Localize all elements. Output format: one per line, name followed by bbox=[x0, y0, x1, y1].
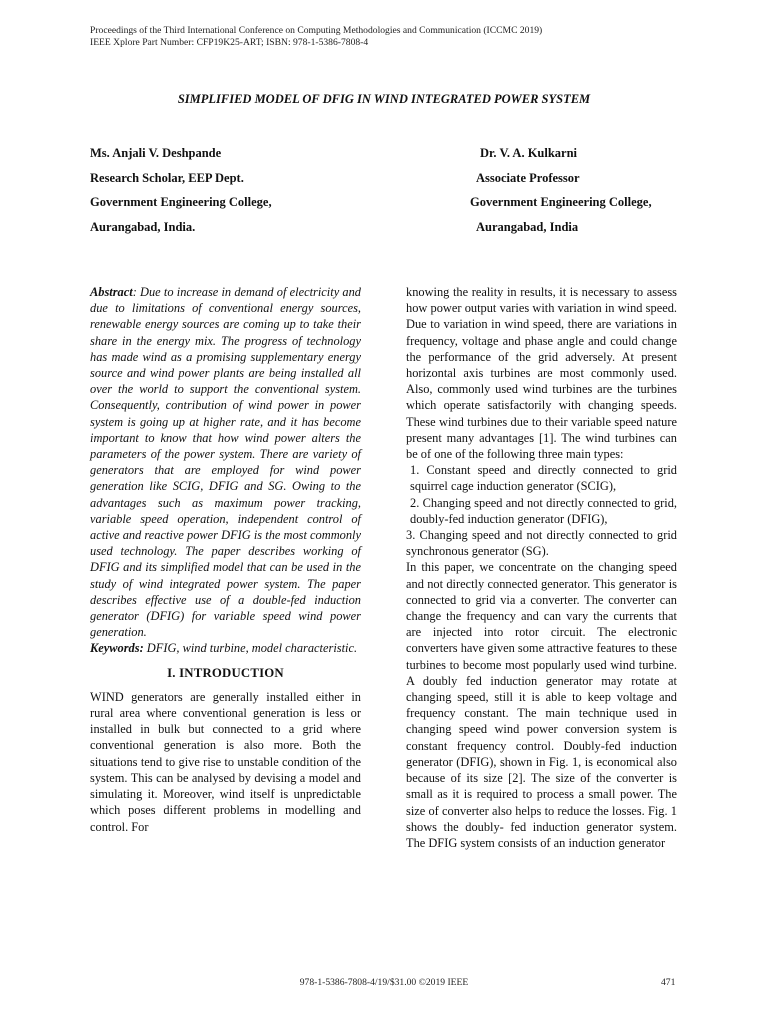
author-institution: Government Engineering College, bbox=[90, 195, 272, 209]
page-number: 471 bbox=[661, 977, 676, 988]
author-block-left bbox=[90, 141, 272, 239]
keywords-text: DFIG, wind turbine, model characteristic. bbox=[143, 641, 358, 656]
list-item: 1. Constant speed and directly connected to grid squirrel cage induction generator (SCIG), bbox=[410, 463, 677, 494]
author-position: Research Scholar, EEP Dept. bbox=[90, 170, 244, 185]
section-heading-introduction: I. INTRODUCTION bbox=[167, 665, 284, 680]
abstract-text: : Due to increase in demand of electricity and due to limitations of conventional energy sources, renewable energy sources are coming up to take their share in the energy mix. The progress of technology has made wind as a promising supplementary energy source and wind power plants are being installed all over the world to support the conventional system. Consequently, contribution of wind power in power system is going up at higher rate, and it has become important to know that how wind power alters the parameters of the power system. There are variety of generators that are employed for wind power generation like SCIG, DFIG and SG. Owing to the advantages such as maximum power tracking, variable speed operation, independent control of active and reactive power DFIG is the most commonly used technology. The paper describes working of DFIG and its simplified model that can be used in the study of wind integrated power system. The paper describes effective use of a double-fed induction generator (DFIG) for variable speed wind power generation. bbox=[90, 285, 361, 640]
keywords-label: Keywords: bbox=[90, 641, 144, 656]
author-block-right bbox=[470, 141, 652, 239]
intro-paragraph-1: WIND generators are generally installed either in rural area where conventional generation is less or installed in bulk but connected to a grid where conventional generation is also more. Both the situations tend to give rise to unstable condition of the system. This can be analysed by devising a model and simulating it. Moreover, wind itself is unpredictable which poses different problems in modelling and control. For bbox=[90, 689, 361, 834]
conference-line: Proceedings of the Third International Conference on Computing Methodologies and Communication (ICCMC 2019) bbox=[90, 25, 543, 36]
author-location: Aurangabad, India bbox=[476, 219, 579, 234]
author-institution: Government Engineering College, bbox=[470, 195, 652, 209]
author-name: Ms. Anjali V. Deshpande bbox=[90, 146, 222, 160]
keywords bbox=[90, 640, 361, 656]
intro-paragraph-3: In this paper, we concentrate on the changing speed and not directly connected generator. This generator is connected to grid via a converter. The converter can change the frequency and can vary the currents that are injected into rotor circuit. The electronic converters have given some attractive features to these turbines to become most popularly used wind turbine. A doubly fed induction generator may rotate at changing speed, still it is able to keep voltage and frequency constant. The main technique used in changing speed wind power conversion system is constant frequency control. Doubly-fed induction generator (DFIG), shown in Fig. 1, is economical also because of its size [2]. The size of the converter is small as it is required to process a small power. The size of converter also helps to reduce the losses. Fig. 1 shows the doubly- fed induction generator system. The DFIG system consists of an induction generator bbox=[406, 560, 677, 850]
right-column bbox=[406, 284, 677, 851]
author-position: Associate Professor bbox=[476, 170, 580, 185]
intro-paragraph-2: knowing the reality in results, it is necessary to assess how power output varies with variation in wind speed. Due to variation in wind speed, there are variations in frequency, voltage and phase angle and could change the performance of the grid adversely. At present horizontal axis turbines are most commonly used. Also, commonly used wind turbines are the turbines which operate satisfactorily with changing speeds. These wind turbines due to their variable speed nature present many advantages [1]. The wind turbines can be of one of the following three main types: bbox=[406, 285, 677, 462]
isbn-line: IEEE Xplore Part Number: CFP19K25-ART; ISBN: 978-1-5386-7808-4 bbox=[90, 37, 369, 48]
footer-identifier: 978-1-5386-7808-4/19/$31.00 ©2019 IEEE bbox=[299, 977, 469, 988]
author-name: Dr. V. A. Kulkarni bbox=[480, 146, 578, 160]
left-column bbox=[90, 284, 361, 835]
abstract bbox=[90, 284, 361, 640]
list-item: 3. Changing speed and not directly connected to grid synchronous generator (SG). bbox=[406, 528, 677, 559]
abstract-label: Abstract bbox=[90, 285, 133, 299]
paper-title: SIMPLIFIED MODEL OF DFIG IN WIND INTEGRATED POWER SYSTEM bbox=[177, 92, 591, 106]
author-location: Aurangabad, India. bbox=[90, 219, 196, 234]
page-header bbox=[90, 25, 690, 49]
list-item: 2. Changing speed and not directly connected to grid, doubly-fed induction generator (DFIG), bbox=[410, 495, 677, 526]
